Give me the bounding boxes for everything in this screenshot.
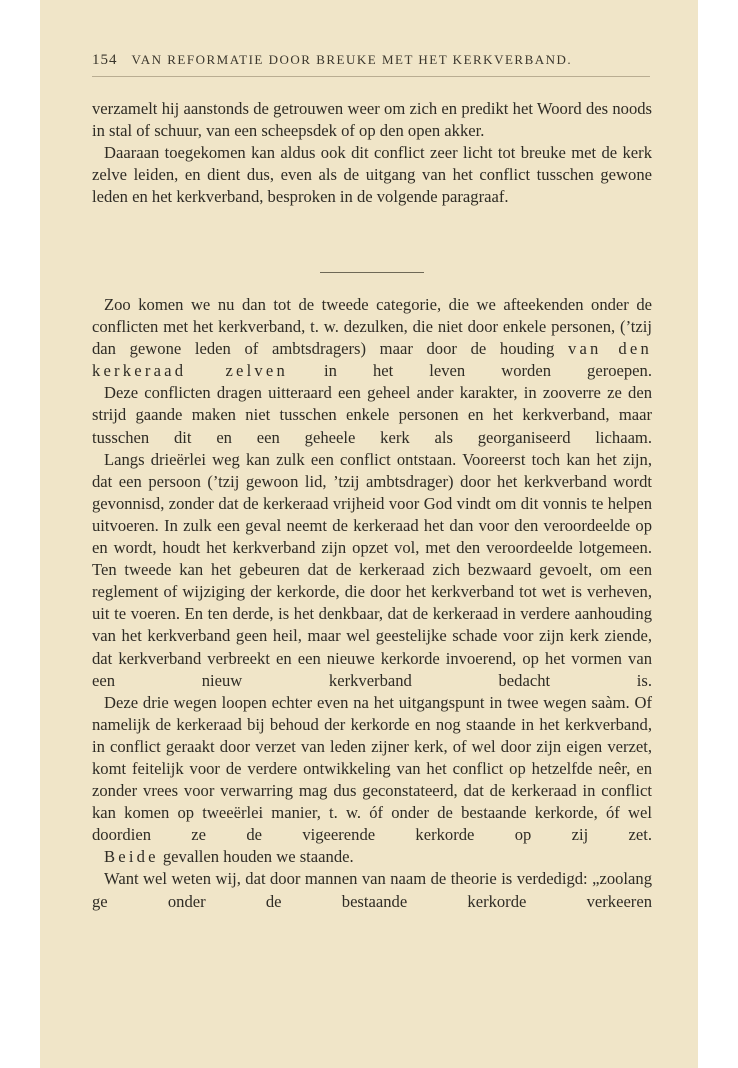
running-header	[92, 52, 652, 72]
paragraph	[92, 294, 652, 382]
paragraph: Want wel weten wij, dat door mannen van naam de theorie is verdedigd: „zoolang ge onder de bestaande kerkorde verkeeren	[92, 869, 652, 911]
book-page	[40, 0, 698, 1068]
paragraph: Daaraan toegekomen kan aldus ook dit conflict zeer licht tot breuke met de kerk zelve leiden, en dient dus, even als de uitgang van het conflict tusschen gewone leden en het kerkverband, besproken in de volgende paragraaf.	[92, 143, 652, 207]
running-title: VAN REFORMATIE DOOR BREUKE MET HET KERKVERBAND.	[131, 52, 573, 67]
spaced-emphasis: van den kerkeraad zelven	[92, 339, 652, 381]
page-number: 154	[92, 52, 118, 68]
paragraph: Deze drie wegen loopen echter even na het uitgangspunt in twee wegen saàm. Of namelijk de kerkeraad bij behoud der kerkorde en nog staande in het kerkverband, in conflict geraakt door verzet van leden zijner kerk, of wel door zijn eigen verzet, komt feitelijk voor de verdere ontwikkeling van het conflict op hetzelfde neêr, en zonder vrees voor verwarring mag dus geconstateerd, dat de kerkeraad in conflict kan komen op tweeërlei manier, t. w. óf onder de bestaande kerkorde, óf wel doordien ze de vigeerende kerkorde op zij zet.	[92, 692, 652, 845]
text-block-main	[92, 294, 652, 913]
paragraph: Langs drieërlei weg kan zulk een conflict ontstaan. Vooreerst toch kan het zijn, dat een persoon (’tzij gewoon lid, ’tzij ambtsdrager) door het kerkverband wordt gevonnisd, zonder dat de kerkeraad vrijheid voor God vindt om dit vonnis te helpen uitvoeren. In zulk een geval neemt de kerkeraad het dan voor den veroordeelde op en wordt, houdt het kerkverband zijn opzet vol, met den veroordeelde lotgemeen. Ten tweede kan het gebeuren dat de kerkeraad zich bezwaard gevoelt, om een reglement of wijziging der kerkorde, die door het kerkverband tot wet is verheven, uit te voeren. En ten derde, is het denkbaar, dat de kerkeraad in verdere aanhouding van het kerkverband geen heil, maar wel geestelijke schade voor zijn kerk ziende, dat kerkverband verbreekt en een nieuwe kerkorde invoerend, op het vormen van een nieuw kerkverband bedacht is.	[92, 449, 652, 690]
paragraph-text: Zoo komen we nu dan tot de tweede categorie, die we afteekenden onder de conflicten met het kerkverband, t. w. dezulken, die niet door enkele personen, (’tzij dan gewone leden of ambtsdragers) maar door de houding	[92, 295, 652, 359]
spaced-emphasis: Beide	[104, 847, 159, 867]
paragraph: Deze conflicten dragen uitteraard een geheel ander karakter, in zooverre ze den strijd gaande maken niet tusschen enkele personen en het kerkverband, maar tusschen dit en een geheele kerk als georganiseerd lichaam.	[92, 383, 652, 447]
paragraph-text: in het leven worden geroepen.	[324, 361, 652, 381]
paragraph-continuation: verzamelt hij aanstonds de getrouwen weer om zich en predikt het Woord des noods in stal of schuur, van een scheepsdek of op den open akker.	[92, 99, 652, 141]
text-block-top	[92, 98, 652, 208]
paragraph-text: gevallen houden we staande.	[162, 847, 354, 867]
paragraph	[92, 846, 652, 868]
section-divider	[320, 272, 424, 273]
header-rule	[92, 76, 650, 77]
